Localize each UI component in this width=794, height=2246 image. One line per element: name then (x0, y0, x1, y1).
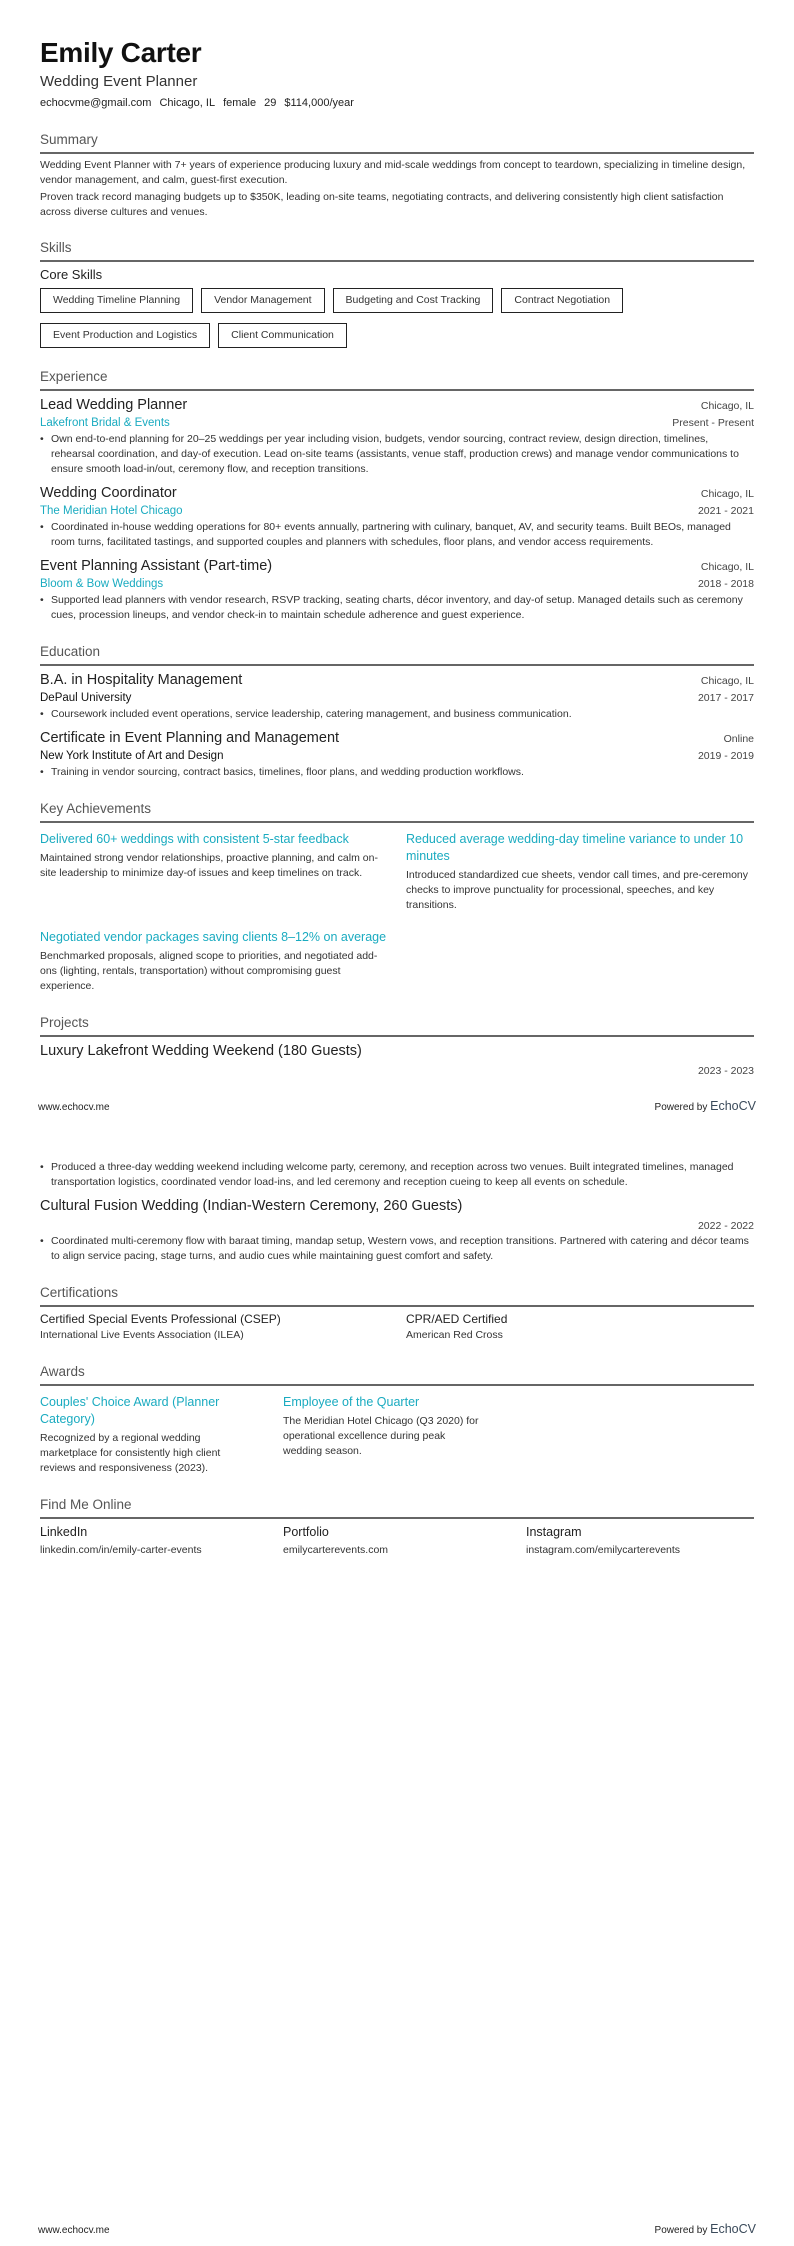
online-link[interactable]: linkedin.com/in/emily-carter-events (40, 1544, 202, 1556)
edu-dates: 2019 - 2019 (697, 750, 754, 762)
job-role: Lead Wedding Planner (40, 397, 188, 413)
project-entry (40, 1196, 754, 1264)
achievement-desc: Benchmarked proposals, aligned scope to priorities, and negotiated add-ons (lighting, rentals, transportation) without compromising guest experience. (40, 950, 378, 992)
footer-site-link[interactable]: www.echocv.me (38, 1102, 110, 1113)
award-item (283, 1394, 526, 1476)
edu-location: Chicago, IL (700, 675, 754, 687)
achievement-item (40, 929, 398, 994)
school: DePaul University (40, 692, 132, 704)
degree: Certificate in Event Planning and Management (40, 730, 340, 746)
achievement-desc: Maintained strong vendor relationships, proactive planning, and calm on-site leadership to minimize day-of issues and keep timelines on track. (40, 852, 378, 879)
job-location: Chicago, IL (700, 400, 754, 412)
skill-tag: Contract Negotiation (501, 288, 623, 313)
page-footer (38, 2222, 756, 2236)
certification-item (40, 1311, 398, 1343)
section-divider (40, 260, 754, 262)
degree: B.A. in Hospitality Management (40, 672, 243, 688)
experience-entry (40, 556, 754, 623)
experience-section (40, 368, 754, 623)
powered-by (655, 1099, 756, 1113)
cert-name: Certified Special Events Professional (CSEP) (40, 1312, 281, 1326)
achievement-title: Negotiated vendor packages saving clients 8–12% on average (40, 930, 387, 944)
online-item-instagram (526, 1523, 754, 1558)
achievement-item (40, 831, 398, 913)
job-bullet: • Supported lead planners with vendor research, RSVP tracking, seating charts, décor inventory, and day-of setup. Managed details such as ceremony cues, procession lineups, and vendor check-in to maintain schedule adherence and guest experience. (40, 593, 754, 623)
contact-gender: female (223, 97, 257, 109)
job-role: Wedding Coordinator (40, 485, 177, 501)
summary-paragraph: Wedding Event Planner with 7+ years of experience producing luxury and mid-scale weddings from concept to teardown, specializing in timeline design, vendor management, and calm, guest-first execution. (40, 159, 746, 186)
online-label: Instagram (526, 1525, 582, 1539)
online-item-portfolio (283, 1523, 526, 1558)
edu-dates: 2017 - 2017 (697, 692, 754, 704)
job-location: Chicago, IL (700, 561, 754, 573)
achievement-title: Delivered 60+ weddings with consistent 5-star feedback (40, 832, 349, 846)
echocv-brand[interactable]: EchoCV (710, 1099, 756, 1113)
section-divider (40, 664, 754, 666)
contact-email[interactable]: echocvme@gmail.com (40, 97, 152, 109)
award-title: Couples' Choice Award (Planner Category) (40, 1395, 220, 1426)
contact-salary: $114,000/year (284, 97, 354, 109)
contact-location: Chicago, IL (159, 97, 216, 109)
projects-section (40, 1014, 754, 1079)
cert-issuer: American Red Cross (406, 1329, 503, 1341)
contact-age: 29 (264, 97, 277, 109)
section-heading: Find Me Online (40, 1497, 132, 1512)
skill-tag: Wedding Timeline Planning (40, 288, 193, 313)
education-section (40, 643, 754, 780)
certification-item (406, 1311, 762, 1343)
online-label: Portfolio (283, 1525, 329, 1539)
award-desc: Recognized by a regional wedding marketplace for consistently high client reviews and responsiveness (2023). (40, 1432, 221, 1474)
section-divider (40, 1305, 754, 1307)
project-title: Cultural Fusion Wedding (Indian-Western Ceremony, 260 Guests) (40, 1198, 463, 1214)
award-title: Employee of the Quarter (283, 1395, 420, 1409)
job-role: Event Planning Assistant (Part-time) (40, 558, 273, 574)
job-company: The Meridian Hotel Chicago (40, 505, 183, 517)
resume-page-2 (0, 1123, 794, 2246)
footer-site-link[interactable]: www.echocv.me (38, 2225, 110, 2236)
project-dates: 2022 - 2022 (697, 1220, 754, 1232)
section-divider (40, 1384, 754, 1386)
powered-by (655, 2222, 756, 2236)
candidate-title: Wedding Event Planner (40, 73, 198, 90)
powered-by-label: Powered by (654, 2225, 708, 2236)
online-link[interactable]: instagram.com/emilycarterevents (526, 1544, 681, 1556)
award-item (40, 1394, 283, 1476)
cert-issuer: International Live Events Association (ILEA) (40, 1329, 244, 1341)
section-heading: Key Achievements (40, 801, 152, 816)
achievements-section (40, 800, 754, 1006)
powered-by-label: Powered by (654, 1102, 708, 1113)
online-label: LinkedIn (40, 1525, 88, 1539)
section-heading: Awards (40, 1364, 85, 1379)
summary-section (40, 131, 754, 220)
job-bullet: • Coordinated in-house wedding operations for 80+ events annually, partnering with culinary, banquet, AV, and security teams. Built BEOs, managed room turns, facilitated tastings, and supported couples and planners with schedules, floor plans, and vendor access requirements. (40, 520, 754, 550)
online-item-linkedin (40, 1523, 283, 1558)
job-dates: 2018 - 2018 (697, 578, 754, 590)
online-link[interactable]: emilycarterevents.com (283, 1544, 389, 1556)
skill-tags (40, 288, 754, 348)
awards-section (40, 1363, 754, 1488)
job-dates: 2021 - 2021 (697, 505, 754, 517)
skill-tag: Vendor Management (201, 288, 324, 313)
job-bullet: • Own end-to-end planning for 20–25 weddings per year including vision, budgets, vendor sourcing, contract review, design direction, timelines, rehearsal coordination, and day-of execution. Lead on-site teams (assistants, venue staff, production crews) and manage vendor communications to ensure smooth load-in/out, ceremony flow, and reception transitions. (40, 432, 754, 477)
cert-name: CPR/AED Certified (406, 1312, 508, 1326)
certifications-section (40, 1284, 754, 1343)
education-entry (40, 670, 754, 722)
project-title: Luxury Lakefront Wedding Weekend (180 Guests) (40, 1043, 362, 1059)
edu-bullet: • Coursework included event operations, service leadership, catering management, and business communication. (40, 707, 754, 722)
award-desc: The Meridian Hotel Chicago (Q3 2020) for operational excellence during peak wedding season. (283, 1415, 479, 1457)
skill-group-title: Core Skills (40, 267, 103, 282)
echocv-brand[interactable]: EchoCV (710, 2222, 756, 2236)
skill-tag: Client Communication (218, 323, 347, 348)
job-company: Lakefront Bridal & Events (40, 417, 170, 429)
edu-bullet: • Training in vendor sourcing, contract basics, timelines, floor plans, and wedding production workflows. (40, 765, 754, 780)
education-entry (40, 728, 754, 780)
project-bullet: • Coordinated multi-ceremony flow with baraat timing, mandap setup, Western vows, and reception transitions. Partnered with catering and décor teams to align service pacing, stage turns, and audio cues while maintaining guest comfort and safety. (40, 1234, 754, 1264)
job-location: Chicago, IL (700, 488, 754, 500)
edu-location: Online (723, 733, 754, 745)
section-divider (40, 821, 754, 823)
page-footer (38, 1099, 756, 1113)
skill-tag: Budgeting and Cost Tracking (333, 288, 494, 313)
school: New York Institute of Art and Design (40, 750, 224, 762)
experience-entry (40, 395, 754, 477)
section-heading: Certifications (40, 1285, 119, 1300)
job-company: Bloom & Bow Weddings (40, 578, 164, 590)
section-divider (40, 389, 754, 391)
job-dates: Present - Present (672, 417, 754, 429)
section-heading: Experience (40, 369, 108, 384)
section-heading: Projects (40, 1015, 89, 1030)
section-divider (40, 152, 754, 154)
skill-tag: Event Production and Logistics (40, 323, 210, 348)
section-divider (40, 1035, 754, 1037)
summary-paragraph: Proven track record managing budgets up to $350K, leading on-site teams, negotiating contracts, and delivering consistently high client satisfaction across diverse cultures and venues. (40, 191, 724, 218)
section-heading: Skills (40, 240, 72, 255)
contact-line (40, 95, 754, 111)
section-heading: Summary (40, 132, 98, 147)
experience-entry (40, 483, 754, 550)
project-dates: 2023 - 2023 (697, 1065, 754, 1077)
online-section (40, 1496, 754, 1558)
achievement-desc: Introduced standardized cue sheets, vendor call times, and pre-ceremony checks to improve punctuality for processional, speeches, and key transitions. (406, 869, 749, 911)
achievement-item (406, 831, 762, 913)
candidate-name: Emily Carter (40, 37, 202, 68)
section-divider (40, 1517, 754, 1519)
section-heading: Education (40, 644, 101, 659)
project-bullet: • Produced a three-day wedding weekend including welcome party, ceremony, and reception across two venues. Built integrated timelines, managed transportation logistics, coordinated vendor load-ins, and led ceremony and reception cueing to keep all events on schedule. (40, 1160, 754, 1190)
achievement-title: Reduced average wedding-day timeline variance to under 10 minutes (406, 832, 744, 863)
skills-section (40, 239, 754, 348)
